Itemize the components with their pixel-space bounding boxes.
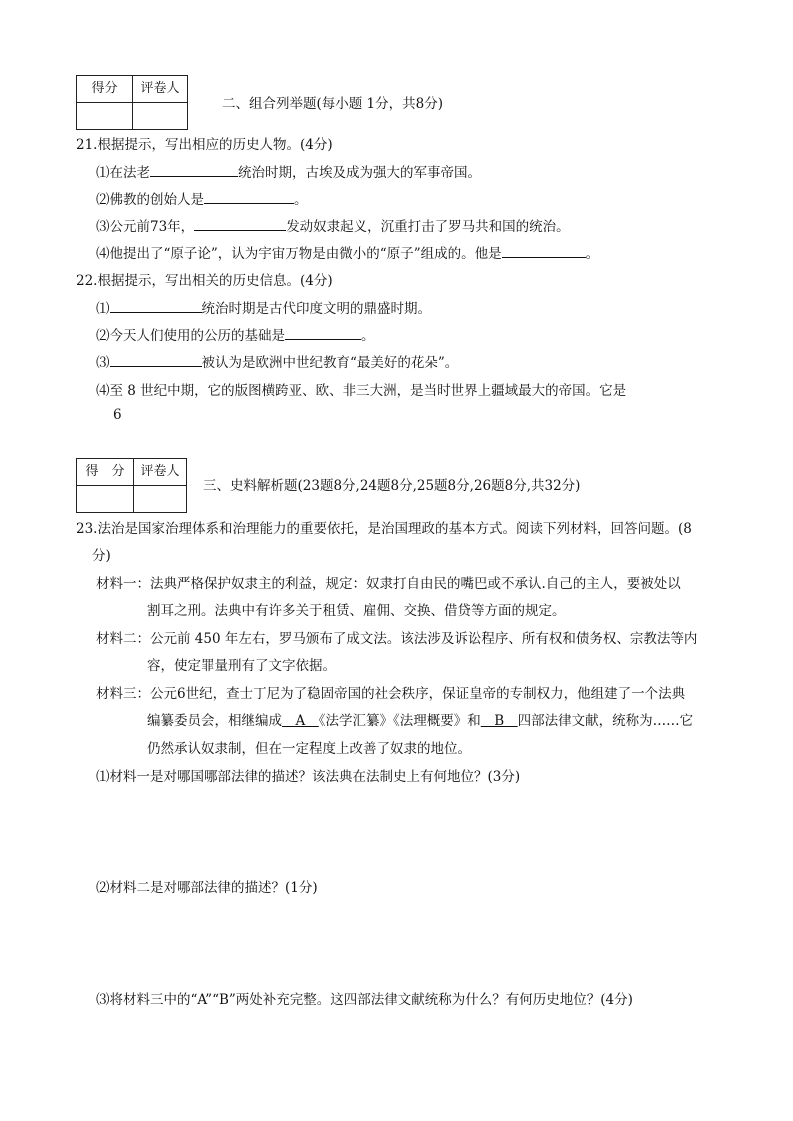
answer-blank[interactable] (285, 327, 361, 340)
q23-stem: 23.法治是国家治理体系和治理能力的重要依托，是治国理政的基本方式。阅读下列材料，回答问题。(8 (76, 521, 692, 537)
material-3-line-2: 编纂委员会，相继编成 A 《法学汇纂》《法理概要》和 B 四部法律文献，统称为……它 (147, 713, 694, 729)
blank-a[interactable]: A (282, 713, 319, 729)
q22-item-3: ⑶ 被认为是欧洲中世纪教育“最美好的花朵”。 (96, 355, 459, 371)
grader-cell[interactable] (134, 486, 187, 513)
sub-question-2: ⑵材料二是对哪部法律的描述？(1分) (96, 880, 318, 896)
q21-item-2: ⑵佛教的创始人是 。 (96, 192, 308, 208)
material-1-line-2: 割耳之刑。法典中有许多关于租赁、雇佣、交换、借贷等方面的规定。 (147, 603, 566, 619)
score-label: 得分 (77, 76, 133, 103)
q22-item-2: ⑵今天人们使用的公历的基础是 。 (96, 328, 375, 344)
material-2-line-1: 材料二：公元前 450 年左右，罗马颁布了成文法。该法涉及诉讼程序、所有权和债务权、宗教法等内 (96, 631, 698, 647)
score-label: 得 分 (77, 459, 134, 486)
score-cell[interactable] (77, 486, 134, 513)
answer-blank[interactable] (110, 354, 202, 367)
sub-question-3: ⑶将材料三中的“A”“B”两处补充完整。这四部法律文献统称为什么？有何历史地位？(4分) (96, 992, 633, 1008)
grader-cell[interactable] (133, 103, 188, 130)
q23-stem-cont: 分) (92, 548, 111, 564)
section2-title: 二、组合列举题(每小题 1分，共8分) (222, 96, 444, 112)
grader-label: 评卷人 (133, 76, 188, 103)
grader-label: 评卷人 (134, 459, 187, 486)
answer-blank[interactable] (150, 164, 238, 177)
q21-item-1: ⑴在法老 统治时期，古埃及成为强大的军事帝国。 (96, 165, 481, 181)
q21-item-3: ⑶公元前73年， 发动奴隶起义，沉重打击了罗马共和国的统治。 (96, 219, 570, 235)
material-3-line-3: 仍然承认奴隶制，但在一定程度上改善了奴隶的地位。 (147, 741, 471, 757)
q22-stem: 22.根据提示，写出相关的历史信息。(4分) (76, 273, 333, 289)
answer-blank[interactable] (204, 191, 294, 204)
score-table-1 (76, 75, 188, 130)
sub-question-1: ⑴材料一是对哪国哪部法律的描述？该法典在法制史上有何地位？(3分) (96, 769, 521, 785)
answer-blank[interactable] (110, 300, 202, 313)
q22-item-4: ⑷至 8 世纪中期，它的版图横跨亚、欧、非三大洲，是当时世界上疆域最大的帝国。它是 (96, 383, 627, 399)
score-cell[interactable] (77, 103, 133, 130)
answer-blank[interactable] (194, 218, 286, 231)
section3-title: 三、史料解析题(23题8分,24题8分,25题8分,26题8分,共32分) (203, 478, 581, 494)
q22-item-1: ⑴ 统治时期是古代印度文明的鼎盛时期。 (96, 301, 431, 317)
material-2-line-2: 容，使定罪量刑有了文字依据。 (147, 658, 336, 674)
material-1-line-1: 材料一：法典严格保护奴隶主的利益，规定：奴隶打自由民的嘴巴或不承认.自己的主人，要被处以 (96, 576, 681, 592)
answer-blank[interactable] (502, 245, 586, 258)
blank-b[interactable]: B (480, 713, 518, 729)
q21-item-4: ⑷他提出了“原子论”，认为宇宙万物是由微小的“原子”组成的。他是 。 (96, 246, 600, 262)
q21-stem: 21.根据提示，写出相应的历史人物。(4分) (76, 137, 333, 153)
material-3-line-1: 材料三：公元6世纪，查士丁尼为了稳固帝国的社会秩序，保证皇帝的专制权力，他组建了一个法典 (96, 686, 686, 702)
q22-item-4-cont: 6 (113, 407, 122, 423)
score-table-2 (76, 458, 187, 513)
